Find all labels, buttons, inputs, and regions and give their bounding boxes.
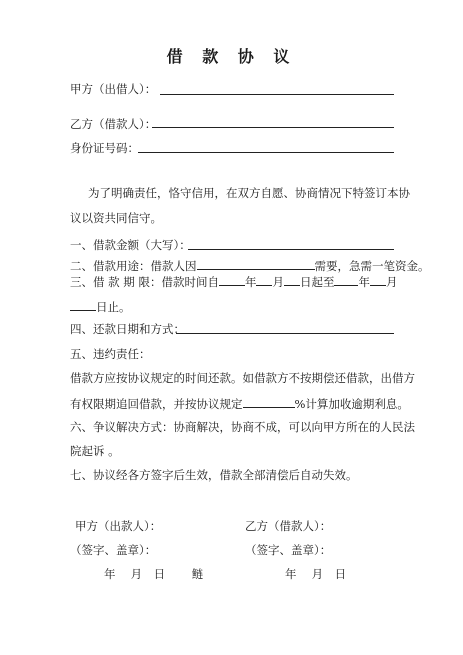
sign-party-b: 乙方（借款人）： — [245, 519, 332, 533]
id-blank[interactable] — [138, 152, 394, 153]
end-month-blank[interactable] — [370, 273, 386, 286]
date-party-b: 年 月 日 — [285, 567, 347, 581]
party-a-blank[interactable] — [160, 94, 394, 95]
amount-blank[interactable] — [188, 249, 394, 250]
clause-3-end — [70, 298, 131, 315]
id-label: 身份证号码： — [70, 141, 139, 155]
seal-party-b: （签字、盖章）： — [245, 543, 332, 557]
clause-2-post: 需要，急需一笔资金。 — [314, 259, 430, 273]
preamble-line-2: 议以资共同信守。 — [70, 211, 162, 225]
clause-6-line-2: 院起诉 。 — [70, 444, 120, 458]
clause-5-body-2 — [70, 395, 409, 412]
year-text: 年 — [244, 275, 257, 289]
interest-rate-blank[interactable] — [243, 395, 295, 408]
party-a-label: 甲方（出借人）： — [70, 82, 157, 96]
party-b-label: 乙方（借款人）： — [70, 117, 157, 131]
clause-6-line-1: 六、争议解决方式：协商解决，协商不成，可以向甲方所在的人民法 — [70, 420, 415, 434]
end-year-blank[interactable] — [334, 273, 358, 286]
clause-7: 七、协议经各方签字后生效，借款全部清偿后自动失效。 — [70, 468, 358, 482]
start-year-blank[interactable] — [219, 273, 245, 286]
purpose-blank[interactable] — [197, 257, 315, 270]
date-party-a: 年 月 日 鲢 — [104, 567, 204, 581]
clause-5-body-2-post: %计算加收逾期利息。 — [294, 397, 409, 411]
preamble-line-1: 为了明确责任，恪守信用，在双方自愿、协商情况下特签订本协 — [88, 186, 410, 200]
seal-party-a: （签字、盖章）： — [70, 543, 157, 557]
repayment-blank[interactable] — [176, 333, 394, 334]
start-day-blank[interactable] — [284, 273, 300, 286]
clause-5-label: 五、违约责任： — [70, 347, 151, 361]
clause-3 — [70, 273, 397, 290]
document-title: 借 款 协 议 — [166, 47, 297, 66]
start-month-blank[interactable] — [256, 273, 272, 286]
sign-party-a: 甲方（出款人）： — [75, 519, 162, 533]
clause-4-label: 四、还款日期和方式： — [70, 322, 185, 336]
clause-2 — [70, 257, 430, 274]
day-end-text: 日止。 — [96, 300, 131, 314]
clause-5-body-2-pre: 有权限期追回借款，并按协议规定 — [70, 397, 243, 411]
clause-1-label: 一、借款金额（大写）： — [70, 238, 191, 252]
clause-5-body-1: 借款方应按协议规定的时间还款。如借款方不按期偿还借款，出借方 — [70, 371, 415, 385]
party-b-blank[interactable] — [152, 127, 394, 128]
end-day-blank[interactable] — [70, 298, 96, 311]
clause-2-pre: 二、借款用途：借款人因 — [70, 259, 197, 273]
month-text: 月 — [272, 275, 284, 289]
clause-3-label: 三、借 款 期 限：借款时间自 — [70, 275, 219, 289]
day-from-text: 日起至 — [299, 275, 335, 289]
month-text-2: 月 — [385, 275, 398, 289]
year-text-2: 年 — [358, 275, 370, 289]
